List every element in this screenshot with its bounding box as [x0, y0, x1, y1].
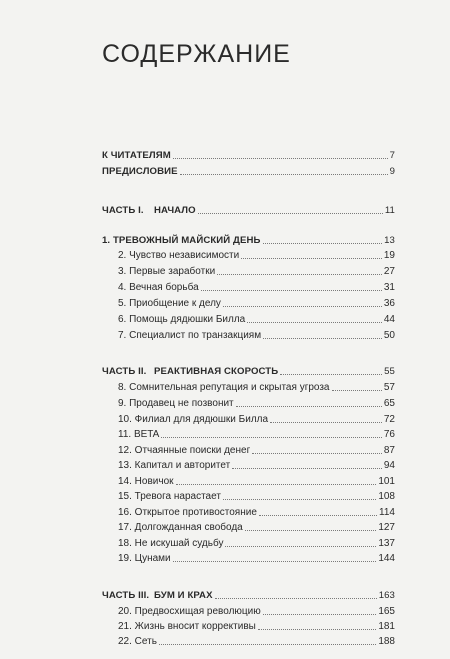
toc-entry-preface[interactable] [102, 164, 395, 178]
toc-entry-page: 11 [384, 205, 395, 216]
toc-entry-label: 19. Цунами [118, 553, 171, 564]
toc-chapter-6[interactable] [118, 312, 395, 326]
toc-chapter-10[interactable] [118, 412, 395, 426]
toc-entry-page: 65 [383, 398, 395, 409]
dot-leader [245, 530, 377, 531]
page-title: СОДЕРЖАНИЕ [102, 40, 291, 68]
toc-entry-label: 8. Сомнительная репутация и скрытая угроза [118, 382, 330, 393]
toc-entry-label: ПРЕДИСЛОВИЕ [102, 166, 178, 177]
toc-entry-page: 7 [389, 150, 395, 161]
toc-entry-page: 101 [378, 476, 395, 487]
toc-part-number: ЧАСТЬ I. [102, 205, 144, 216]
toc-entry-page: 50 [383, 330, 395, 341]
toc-entry-label: 3. Первые заработки [118, 266, 216, 277]
dot-leader [180, 174, 388, 175]
toc-entry-page: 137 [378, 538, 395, 549]
toc-entry-page: 27 [383, 266, 395, 277]
toc-entry-page: 144 [378, 553, 395, 564]
toc-chapter-16[interactable] [118, 505, 395, 519]
toc-entry-page: 114 [379, 507, 395, 518]
toc-chapter-22[interactable] [118, 634, 395, 648]
toc-entry-page: 188 [378, 636, 395, 647]
toc-chapter-11[interactable] [118, 427, 395, 441]
toc-entry-label: 14. Новичок [118, 476, 174, 487]
toc-entry-label: К ЧИТАТЕЛЯМ [102, 150, 171, 161]
toc-entry-label: 12. Отчаянные поиски денег [118, 445, 251, 456]
toc-part-3[interactable] [102, 588, 395, 602]
dot-leader [252, 453, 382, 454]
toc-chapter-4[interactable] [118, 280, 395, 294]
toc-chapter-12[interactable] [118, 443, 395, 457]
dot-leader [215, 598, 377, 599]
toc-chapter-20[interactable] [118, 604, 395, 618]
toc-chapter-7[interactable] [118, 328, 395, 342]
toc-chapter-14[interactable] [118, 474, 395, 488]
dot-leader [198, 213, 383, 214]
toc-chapter-8[interactable] [118, 380, 395, 394]
toc-entry-page: 36 [383, 298, 395, 309]
toc-part-2[interactable] [102, 364, 395, 378]
toc-entry-page: 13 [384, 235, 395, 246]
toc-entry-label: 21. Жизнь вносит коррективы [118, 621, 256, 632]
toc-entry-page: 31 [383, 282, 395, 293]
toc-entry-page: 44 [383, 314, 395, 325]
toc-part-1[interactable] [102, 203, 395, 217]
toc-entry-label: 13. Капитал и авторитет [118, 460, 231, 471]
dot-leader [173, 158, 388, 159]
toc-entry-label: 22. Сеть [118, 636, 157, 647]
toc-entry-page: 87 [383, 445, 395, 456]
toc-entry-label: 15. Тревога нарастает [118, 491, 221, 502]
dot-leader [161, 437, 382, 438]
toc-chapter-18[interactable] [118, 536, 395, 550]
toc-entry-page: 57 [383, 382, 395, 393]
toc-entry-page: 55 [384, 366, 395, 377]
toc-entry-label: 10. Филиал для дядюшки Билла [118, 414, 269, 425]
dot-leader [223, 306, 382, 307]
toc-entry-page: 19 [383, 250, 395, 261]
toc-entry-label: 16. Открытое противостояние [118, 507, 257, 518]
toc-entry-label: 17. Долгожданная свобода [118, 522, 243, 533]
dot-leader [232, 468, 382, 469]
toc-entry-label: 6. Помощь дядюшки Билла [118, 314, 246, 325]
dot-leader [263, 614, 377, 615]
toc-entry-page: 165 [378, 606, 395, 617]
dot-leader [247, 322, 382, 323]
toc-chapter-2[interactable] [118, 248, 395, 262]
toc-entry-page: 181 [378, 621, 395, 632]
toc-entry-label: 2. Чувство независимости [118, 250, 240, 261]
toc-entry-page: 127 [378, 522, 395, 533]
dot-leader [201, 290, 382, 291]
toc-entry-label: 9. Продавец не позвонит [118, 398, 234, 409]
toc-chapter-3[interactable] [118, 264, 395, 278]
dot-leader [176, 484, 377, 485]
toc-entry-page: 9 [389, 166, 395, 177]
toc-chapter-5[interactable] [118, 296, 395, 310]
toc-entry-to-readers[interactable] [102, 148, 395, 162]
toc-chapter-15[interactable] [118, 489, 395, 503]
toc-entry-label: 20. Предвосхищая революцию [118, 606, 261, 617]
toc-chapter-1[interactable] [102, 233, 395, 247]
dot-leader [259, 515, 377, 516]
dot-leader [236, 406, 382, 407]
toc-entry-page: 108 [378, 491, 395, 502]
dot-leader [280, 374, 382, 375]
toc-part-title: РЕАКТИВНАЯ СКОРОСТЬ [154, 366, 279, 377]
toc-entry-page: 163 [378, 590, 395, 601]
dot-leader [258, 629, 376, 630]
toc-entry-label: 1. ТРЕВОЖНЫЙ МАЙСКИЙ ДЕНЬ [102, 235, 261, 246]
toc-entry-label: 5. Приобщение к делу [118, 298, 221, 309]
toc-chapter-17[interactable] [118, 520, 395, 534]
toc-entry-label: 7. Специалист по транзакциям [118, 330, 262, 341]
toc-chapter-19[interactable] [118, 551, 395, 565]
dot-leader [263, 243, 383, 244]
dot-leader [270, 422, 382, 423]
toc-part-title: НАЧАЛО [154, 205, 196, 216]
toc-chapter-13[interactable] [118, 458, 395, 472]
toc-entry-page: 76 [383, 429, 395, 440]
dot-leader [217, 274, 382, 275]
dot-leader [332, 390, 382, 391]
toc-entry-label: 11. BETA [118, 429, 160, 440]
toc-chapter-9[interactable] [118, 396, 395, 410]
toc-part-number: ЧАСТЬ III. [102, 590, 150, 601]
toc-part-number: ЧАСТЬ II. [102, 366, 147, 377]
dot-leader [223, 499, 376, 500]
dot-leader [241, 258, 382, 259]
dot-leader [173, 561, 377, 562]
toc-entry-label: 18. Не искушай судьбу [118, 538, 224, 549]
toc-entry-page: 72 [383, 414, 395, 425]
toc-part-title: БУМ И КРАХ [154, 590, 213, 601]
toc-entry-label: 4. Вечная борьба [118, 282, 199, 293]
toc-entry-page: 94 [383, 460, 395, 471]
toc-chapter-21[interactable] [118, 619, 395, 633]
dot-leader [263, 338, 382, 339]
dot-leader [225, 546, 376, 547]
dot-leader [159, 644, 376, 645]
